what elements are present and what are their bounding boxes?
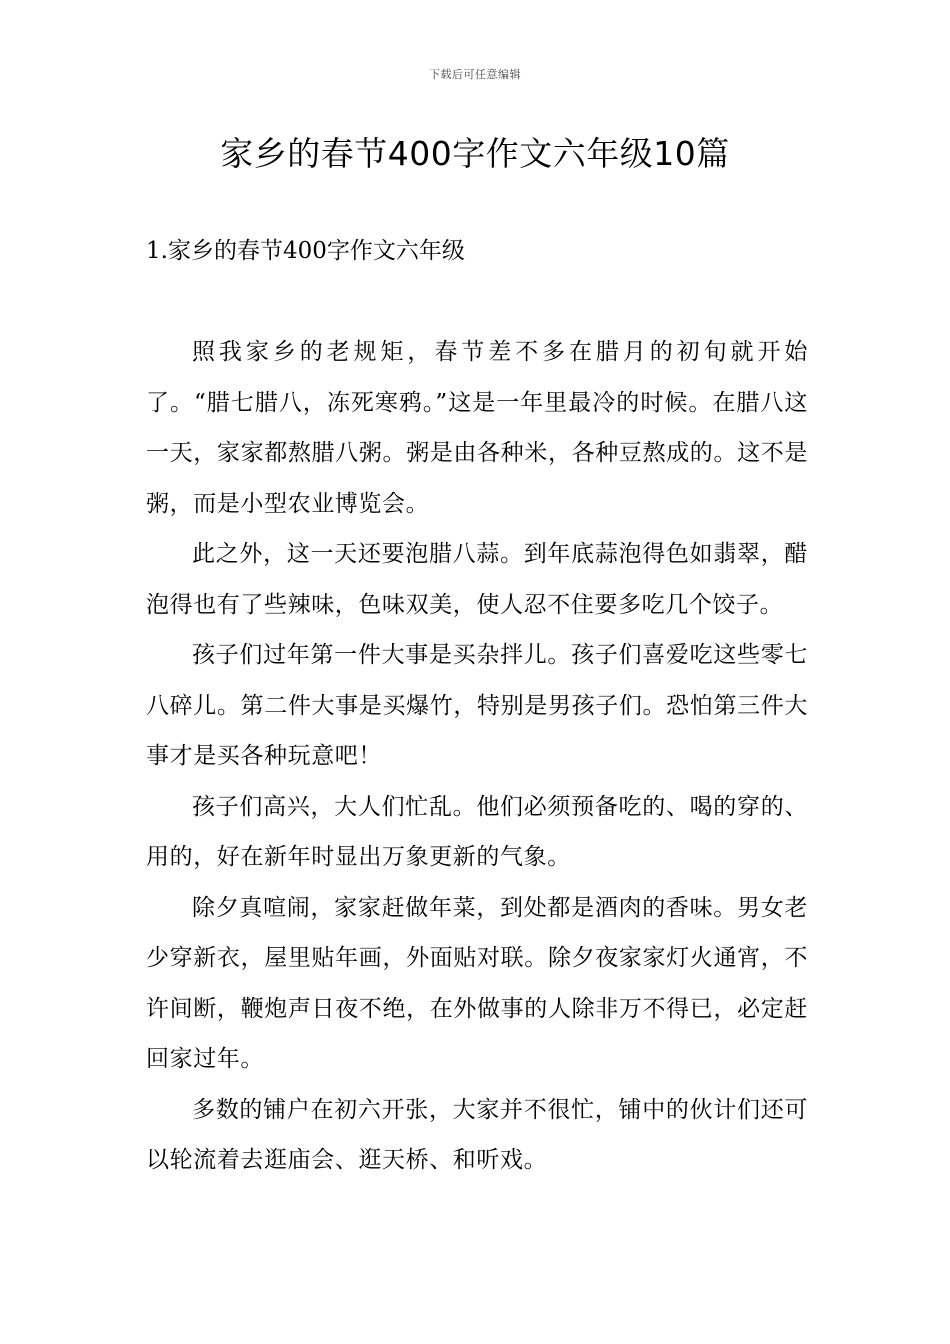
paragraph: 孩子们高兴，大人们忙乱。他们必须预备吃的、喝的穿的、用的，好在新年时显出万象更新的气象。 [146, 793, 808, 870]
paragraph: 照我家乡的老规矩，春节差不多在腊月的初旬就开始了。“腊七腊八，冻死寒鸦。”这是一年里最冷的时候。在腊八这一天，家家都熬腊八粥。粥是由各种米，各种豆熬成的。这不是粥，而是小型农业博览会。 [146, 339, 808, 517]
header-note: 下载后可任意编辑 [429, 68, 521, 81]
paragraph: 多数的铺户在初六开张，大家并不很忙，铺中的伙计们还可以轮流着去逛庙会、逛天桥、和听戏。 [146, 1096, 808, 1173]
paragraph: 此之外，这一天还要泡腊八蒜。到年底蒜泡得色如翡翠，醋泡得也有了些辣味，色味双美，使人忍不住要多吃几个饺子。 [146, 541, 808, 618]
section-heading: 1.家乡的春节400字作文六年级 [146, 238, 465, 264]
article-body [146, 327, 808, 1186]
paragraph: 除夕真喧闹，家家赶做年菜，到处都是酒肉的香味。男女老少穿新衣，屋里贴年画，外面贴对联。除夕夜家家灯火通宵，不许间断，鞭炮声日夜不绝，在外做事的人除非万不得已，必定赶回家过年。 [146, 894, 808, 1072]
document-title: 家乡的春节400字作文六年级10篇 [220, 134, 730, 173]
paragraph: 孩子们过年第一件大事是买杂拌儿。孩子们喜爱吃这些零七八碎儿。第二件大事是买爆竹，特别是男孩子们。恐怕第三件大事才是买各种玩意吧！ [146, 642, 808, 769]
